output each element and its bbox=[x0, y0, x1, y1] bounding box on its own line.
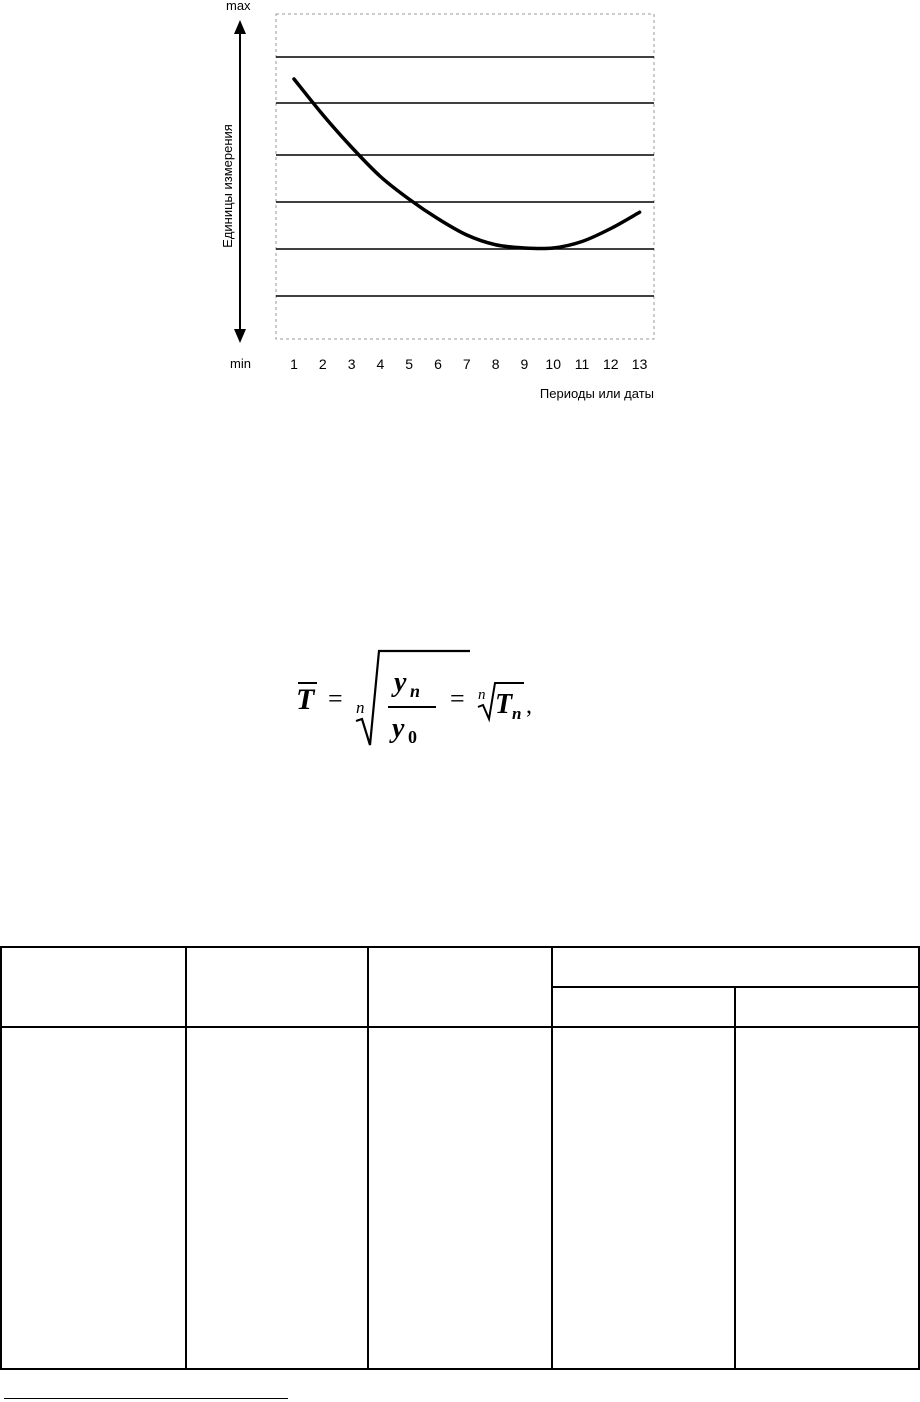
x-tick-label: 3 bbox=[347, 356, 356, 372]
equals-sign-2: = bbox=[450, 684, 465, 713]
table-body-cell-2 bbox=[186, 1027, 368, 1369]
equals-sign-1: = bbox=[328, 684, 343, 713]
root-index-1: n bbox=[356, 698, 365, 717]
radicand: T bbox=[495, 689, 513, 720]
data-table bbox=[0, 946, 920, 1370]
x-tick-label: 5 bbox=[405, 356, 414, 372]
x-tick-label: 2 bbox=[318, 356, 327, 372]
table-header-cell-2 bbox=[186, 947, 368, 1027]
table-body-cell-4 bbox=[552, 1027, 735, 1369]
x-tick-label: 7 bbox=[462, 356, 471, 372]
x-tick-label: 8 bbox=[491, 356, 500, 372]
table-body-cell-3 bbox=[368, 1027, 552, 1369]
formula bbox=[290, 645, 530, 755]
x-tick-label: 13 bbox=[631, 356, 648, 372]
x-tick-label: 9 bbox=[520, 356, 529, 372]
radicand-sub: n bbox=[512, 704, 522, 723]
x-tick-label: 10 bbox=[545, 356, 561, 372]
fraction-denominator-sub: 0 bbox=[408, 727, 417, 747]
table-subheader-cell-1 bbox=[552, 987, 735, 1027]
table-body-cell-5 bbox=[735, 1027, 919, 1369]
x-tick-label: 12 bbox=[603, 356, 619, 372]
fraction-numerator-sub: n bbox=[410, 681, 421, 701]
series-line bbox=[294, 79, 640, 249]
table-header-group-cell bbox=[552, 947, 919, 987]
root-index-2: n bbox=[478, 687, 486, 703]
x-tick-labels bbox=[290, 356, 647, 372]
chart bbox=[0, 0, 919, 420]
x-axis-label: Периоды или даты bbox=[539, 386, 654, 401]
y-min-label: min bbox=[230, 356, 251, 371]
table-header-cell-1 bbox=[1, 947, 186, 1027]
x-tick-label: 11 bbox=[574, 356, 590, 372]
formula-trailing: , bbox=[526, 693, 532, 719]
x-tick-label: 4 bbox=[376, 356, 385, 372]
y-axis-label: Единицы измерения bbox=[220, 124, 235, 248]
table-body-cell-1 bbox=[1, 1027, 186, 1369]
footnote-rule bbox=[4, 1398, 288, 1399]
grid-lines bbox=[276, 57, 654, 296]
fraction-numerator: y bbox=[394, 667, 407, 698]
table-header-cell-3 bbox=[368, 947, 552, 1027]
y-max-label: max bbox=[226, 0, 251, 13]
y-axis-arrowhead-top bbox=[234, 20, 246, 34]
table-subheader-cell-2 bbox=[735, 987, 919, 1027]
x-tick-label: 1 bbox=[290, 356, 298, 372]
plot-area bbox=[276, 14, 654, 339]
y-axis-arrowhead-bottom bbox=[234, 329, 246, 343]
x-tick-label: 6 bbox=[434, 356, 442, 372]
fraction-denominator: y bbox=[392, 713, 405, 744]
formula-lhs: T bbox=[296, 683, 315, 716]
